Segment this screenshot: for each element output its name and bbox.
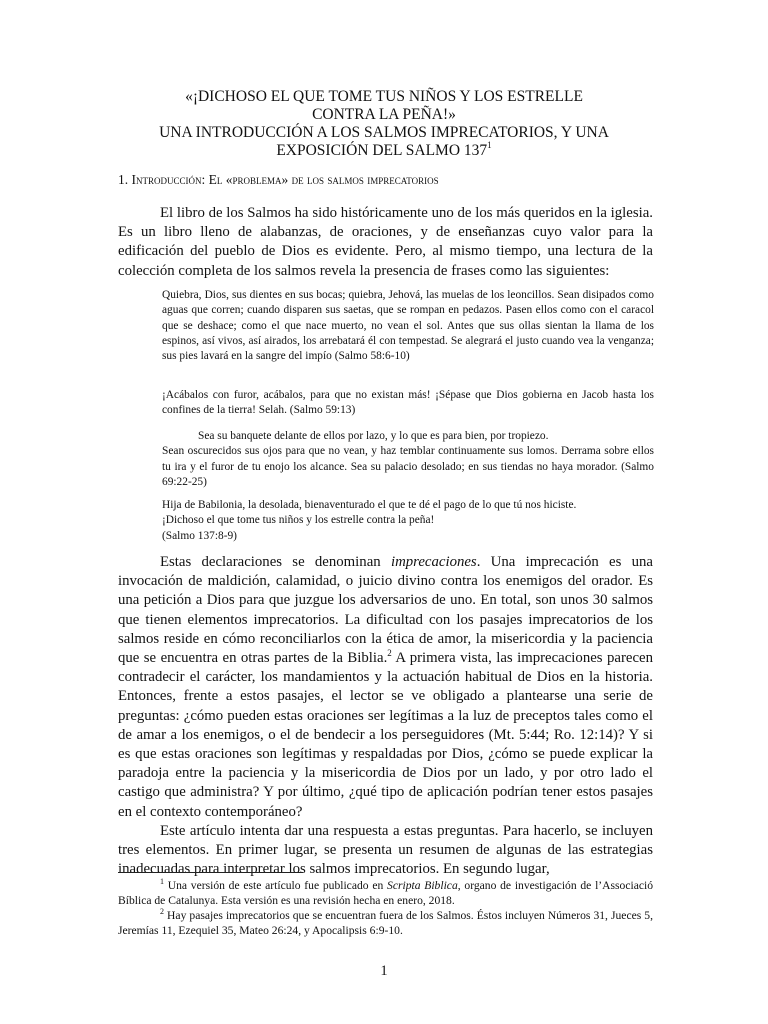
page-number: 1 — [380, 963, 388, 979]
title-line-2: CONTRA LA PEÑA!» — [312, 106, 456, 123]
footnote-italic-journal: Scripta Biblica — [387, 879, 458, 892]
footnote-text: , organo de investigación de l’Associació Bíblica de Catalunya. Esta versión es una revisión hecha en enero, 2018. — [118, 879, 654, 907]
quote-line-1: Hija de Babilonia, la desolada, bienaventurado el que te dé el pago de lo que tú nos hiciste. — [162, 499, 577, 511]
paragraph-text: Estas declaraciones se denominan — [160, 554, 391, 570]
paragraph-text: A primera vista, las imprecaciones parecen contradecir el carácter, los mandamientos y la actuación habitual de Dios en la historia. Entonces, frente a estos pasajes, el lector se ve obligado a plantearse una serie de preguntas: ¿cómo pueden estas oraciones ser legítimas a la luz de preceptos tales como el de amar a los enemigos, o el de bendecir a los perseguidores (Mt. 5:44; Ro. 12:14)? Y si es que estas oraciones son legítimas y respaldadas por Dios, ¿cómo se puede explicar la paradoja entre la paciencia y la misericordia de Dios por un lado, y por otro lado el castigo que administra? Y por último, ¿qué tipo de aplicación podrían tener estos pasajes en el contexto contemporáneo? — [118, 650, 653, 820]
block-quote-psalm-59 — [162, 388, 654, 419]
article-title — [118, 88, 650, 160]
title-line-4 — [118, 142, 650, 160]
paragraph-imprecations — [118, 553, 653, 822]
quote-text: Sean oscurecidos sus ojos para que no vean, y haz temblar continuamente sus lomos. Derrama sobre ellos tu ira y el furor de tu enojo los alcance. Sea su palacio desolado; en sus tiendas no haya morador. (Salmo 69:22-25) — [162, 445, 654, 488]
block-quote-psalm-69 — [162, 429, 654, 490]
intro-paragraph-block — [118, 204, 653, 281]
footnote-1 — [118, 878, 653, 908]
quote-text: ¡Acábalos con furor, acábalos, para que no existan más! ¡Sépase que Dios gobierna en Jacob hasta los confines de la tierra! Selah. (Salmo 59:13) — [162, 389, 654, 417]
footnote-text: Hay pasajes imprecatorios que se encuentran fuera de los Salmos. Éstos incluyen Números 31, Jueces 5, Jeremías 11, Ezequiel 35, Mateo 26:24, y Apocalipsis 6:9-10. — [118, 909, 653, 937]
footnote-divider — [118, 872, 303, 873]
quote-line-2: ¡Dichoso el que tome tus niños y los estrelle contra la peña! — [162, 514, 435, 527]
italic-term: imprecaciones — [390, 554, 477, 570]
footnote-1-number: 1 — [160, 877, 164, 886]
paragraph-article-aim: Este artículo intenta dar una respuesta a estas preguntas. Para hacerlo, se incluyen tres elementos. En primer lugar, se presenta un resumen de algunas de las estrategias inadecuadas para interpretar los salmos imprecatorios. En segundo lugar, — [118, 822, 653, 878]
quote-line-3: (Salmo 137:8-9) — [162, 529, 237, 542]
title-line-1: «¡DICHOSO EL QUE TOME TUS NIÑOS Y LOS ESTRELLE — [185, 88, 583, 105]
intro-paragraph: El libro de los Salmos ha sido históricamente uno de los más queridos en la iglesia. Es un libro lleno de alabanzas, de oraciones, y de enseñanzas cuyo valor para la edificación del pueblo de Dios es evidente. Pero, al mismo tiempo, una lectura de la colección completa de los salmos revela la presencia de frases como las siguientes: — [118, 205, 653, 279]
title-footnote-ref[interactable]: 1 — [487, 140, 492, 150]
section-heading — [118, 172, 439, 188]
footnote-ref-2[interactable]: 2 — [387, 648, 392, 659]
main-text-block — [118, 553, 653, 879]
section-number: 1. — [118, 172, 132, 187]
paragraph-text: . Una imprecación es una invocación de maldición, calamidad, o juicio divino contra los enemigos del orador. Es una petición a Dios para que juzgue los adversarios de uno. En total, son unos 30 salmos que tienen elementos imprecatorios. La dificultad con los pasajes imprecatorios de los salmos reside en cómo reconciliarlos con la ética de amor, la misericordia y la paciencia que se encuentra en otras partes de la Biblia. — [118, 554, 653, 667]
footnote-text: Una versión de este artículo fue publicado en — [164, 879, 388, 892]
footnote-2-number: 2 — [160, 907, 164, 916]
footnotes — [118, 878, 653, 938]
footnote-2 — [118, 908, 653, 938]
section-title: Introducción: El «problema» de los salmos imprecatorios — [131, 172, 439, 187]
block-quote-psalm-137 — [162, 498, 654, 544]
quote-first-line: Sea su banquete delante de ellos por lazo, y lo que es para bien, por tropiezo. — [198, 430, 549, 442]
title-line-3: UNA INTRODUCCIÓN A LOS SALMOS IMPRECATORIOS, Y UNA — [159, 124, 609, 141]
block-quote-psalm-58 — [162, 288, 654, 364]
quote-text: Quiebra, Dios, sus dientes en sus bocas; quiebra, Jehová, las muelas de los leoncillos. Sean disipados como aguas que corren; cuando disparen sus saetas, que se rompan en pedazos. Pasen ellos como con el caracol que se deshace; como el que nace muerto, no vean el sol. Antes que sus ollas sientan la llama de los espinos, así vivos, así airados, los arrebatará él con tempestad. Se alegrará el justo cuando vea la venganza; sus pies lavará en la sangre del impío (Salmo 58:6-10) — [162, 289, 654, 363]
title-line-4-text: EXPOSICIÓN DEL SALMO 137 — [276, 142, 488, 159]
